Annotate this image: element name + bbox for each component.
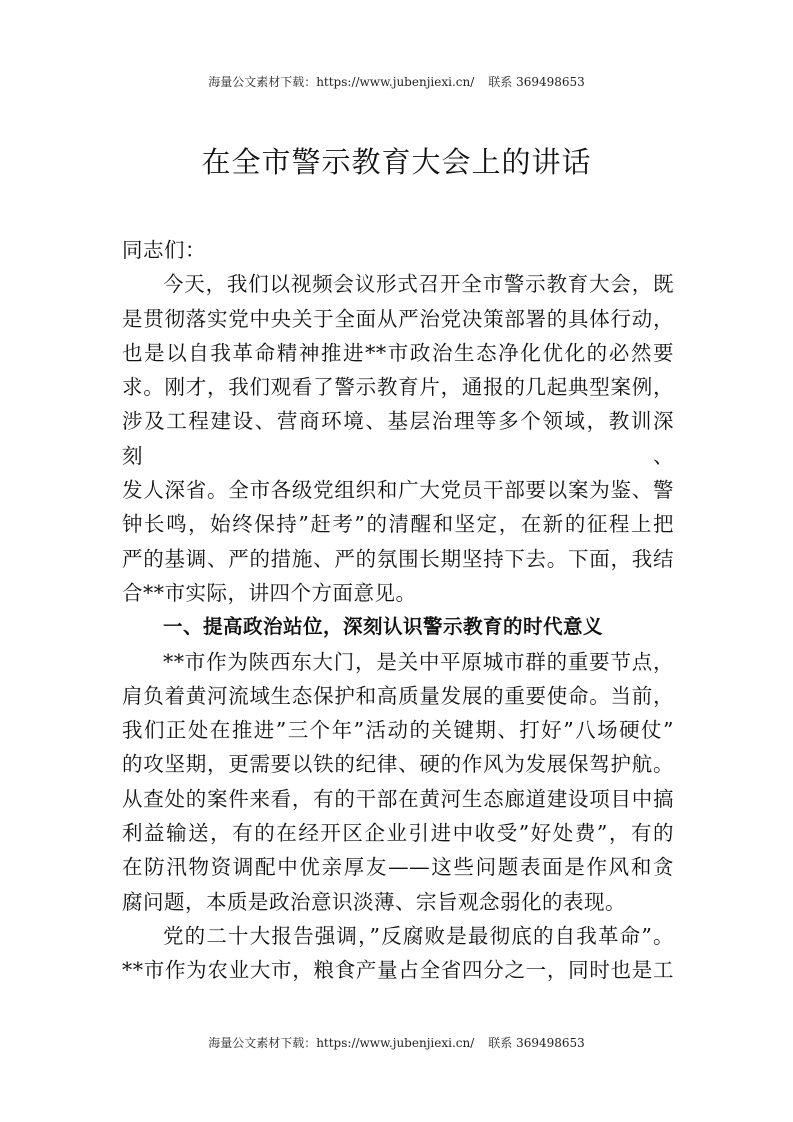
header-contact: 联系 369498653 — [488, 75, 585, 89]
paragraph-section-1-a — [122, 645, 674, 919]
page-header — [0, 74, 793, 90]
text-line: 合**市实际，讲四个方面意见。 — [122, 580, 417, 605]
text-line: 我们正处在推进”三个年”活动的关键期、打好”八场硬仗” — [122, 718, 674, 743]
text-line: 发人深省。全市各级党组织和广大党员干部要以案为鉴、警 — [122, 478, 674, 503]
footer-contact: 联系 369498653 — [488, 1036, 585, 1050]
text-line: 钟长鸣，始终保持”赶考”的清醒和坚定，在新的征程上把 — [122, 512, 674, 537]
header-site-label: 海量公文素材下载：https://www.jubenjiexi.cn/ — [208, 75, 475, 89]
text-line: **市作为陕西东大门，是关中平原城市群的重要节点， — [163, 649, 674, 674]
section-heading-1: 一、提高政治站位，深刻认识警示教育的时代意义 — [163, 615, 604, 639]
text-line: 党的二十大报告强调，”反腐败是最彻底的自我革命”。 — [163, 923, 674, 948]
text-line: 从查处的案件来看，有的干部在黄河生态廊道建设项目中搞 — [122, 786, 674, 811]
text-line: 严的基调、严的措施、严的氛围长期坚持下去。下面，我结 — [122, 546, 674, 571]
page-footer — [0, 1035, 793, 1051]
text-line: 腐问题，本质是政治意识淡薄、宗旨观念弱化的表现。 — [122, 889, 626, 914]
text-line: 求。刚才，我们观看了警示教育片，通报的几起典型案例， — [122, 375, 674, 400]
text-line: 在防汛物资调配中优亲厚友——这些问题表面是作风和贪 — [122, 855, 674, 880]
text-line: 肩负着黄河流域生态保护和高质量发展的重要使命。当前， — [122, 683, 674, 708]
paragraph-intro — [122, 267, 674, 610]
text-line: 也是以自我革命精神推进**市政治生态净化优化的必然要 — [122, 340, 674, 365]
footer-site-label: 海量公文素材下载：https://www.jubenjiexi.cn/ — [208, 1036, 475, 1050]
text-line: 涉及工程建设、营商环境、基层治理等多个领域，教训深刻、 — [122, 409, 674, 468]
text-line: 是贯彻落实党中央关于全面从严治党决策部署的具体行动， — [122, 306, 674, 331]
text-line: 利益输送，有的在经开区企业引进中收受”好处费”，有的 — [122, 821, 674, 846]
text-line: 今天，我们以视频会议形式召开全市警示教育大会，既 — [163, 272, 674, 297]
text-line: 的攻坚期，更需要以铁的纪律、硬的作风为发展保驾护航。 — [122, 752, 674, 777]
salutation: 同志们： — [122, 238, 206, 262]
text-line: **市作为农业大市，粮食产量占全省四分之一，同时也是工 — [122, 958, 674, 983]
document-title: 在全市警示教育大会上的讲话 — [201, 145, 592, 179]
paragraph-section-1-b — [122, 919, 674, 988]
document-body — [122, 233, 674, 988]
